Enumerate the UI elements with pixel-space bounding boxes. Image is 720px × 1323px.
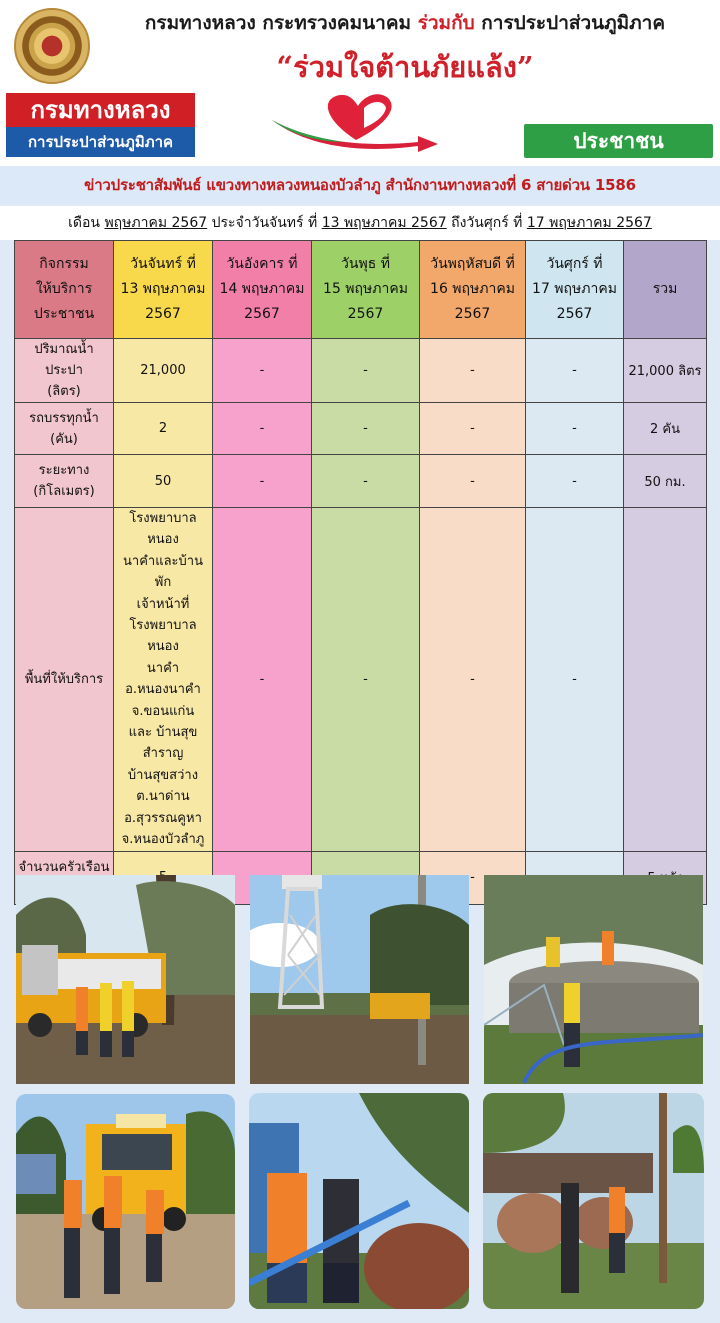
truck-crew-photo: [16, 875, 235, 1084]
table-cell: -: [526, 403, 624, 455]
table-row: [15, 455, 707, 508]
table-cell: -: [420, 455, 526, 508]
header-friday: วันศุกร์ ที่ 17 พฤษภาคม 2567: [526, 241, 624, 339]
table-cell: -: [420, 851, 526, 904]
header-total: รวม: [624, 241, 707, 339]
people-badge: ประชาชน: [524, 124, 713, 158]
header-wednesday: วันพุธ ที่ 15 พฤษภาคม 2567: [312, 241, 420, 339]
report-period: เดือน พฤษภาคม 2567 ประจำวันจันทร์ ที่ 13 พฤษภาคม 2567 ถึงวันศุกร์ ที่ 17 พฤษภาคม 2567: [0, 206, 720, 240]
table-header-row: [15, 241, 707, 339]
table-row: [15, 339, 707, 403]
row-label: ปริมาณน้ำประปา (ลิตร): [15, 339, 114, 403]
row-label: พื้นที่ให้บริการ: [15, 508, 114, 852]
table-cell: -: [312, 455, 420, 508]
water-tower-photo: [250, 875, 469, 1084]
table-cell: -: [213, 508, 312, 852]
table-cell: -: [312, 508, 420, 852]
department-logo-icon: [14, 8, 90, 84]
table-cell: 2 คัน: [624, 403, 707, 455]
table-cell: 21,000: [114, 339, 213, 403]
table-cell: -: [213, 455, 312, 508]
header-thursday: วันพฤหัสบดี ที่ 16 พฤษภาคม 2567: [420, 241, 526, 339]
table-cell: 50 กม.: [624, 455, 707, 508]
header-activity: กิจกรรม ให้บริการ ประชาชน: [15, 241, 114, 339]
pwa-badge: การประปาส่วนภูมิภาค: [6, 127, 195, 157]
table-cell: -: [526, 339, 624, 403]
table-cell: -: [312, 339, 420, 403]
table-cell: -: [420, 403, 526, 455]
table-cell: 50: [114, 455, 213, 508]
row-label: ระยะทาง (กิโลเมตร): [15, 455, 114, 508]
table-cell: -: [213, 339, 312, 403]
table-cell: 2: [114, 403, 213, 455]
table-cell: -: [312, 403, 420, 455]
table-cell: -: [526, 508, 624, 852]
village-jars-photo: [483, 1093, 704, 1309]
row-label: จำนวนครัวเรือน: [15, 851, 114, 904]
pipe-filling-jar-photo: [249, 1093, 469, 1309]
table-cell: -: [213, 403, 312, 455]
truck-workers-photo: [16, 1094, 235, 1309]
table-row: [15, 403, 707, 455]
tank-filling-photo: [484, 875, 703, 1084]
news-banner: ข่าวประชาสัมพันธ์ แขวงทางหลวงหนองบัวลำภู สำนักงานทางหลวงที่ 6 สายด่วน 1586: [0, 166, 720, 204]
table-cell: 21,000 ลิตร: [624, 339, 707, 403]
heart-swoosh-icon: [268, 88, 448, 158]
service-summary-table: [14, 240, 707, 905]
header-title: กรมทางหลวง กระทรวงคมนาคม ร่วมกับ การประปาส่วนภูมิภาค: [144, 12, 666, 34]
campaign-slogan: “ร่วมใจต้านภัยแล้ง”: [276, 50, 534, 84]
row-label: รถบรรทุกน้ำ (คัน): [15, 403, 114, 455]
table-cell: [624, 508, 707, 852]
table-cell: -: [420, 339, 526, 403]
service-area-cell: โรงพยาบาลหนอง นาคำและบ้านพัก เจ้าหน้าที่ โรงพยาบาลหนอง นาคำ อ.หนองนาคำ จ.ขอนแก่น และ บ้านสุข สำราญ บ้านสุขสว่าง ต.นาด่าน อ.สุวรรณคูหา จ.หนองบัวลำภู: [114, 508, 213, 852]
dept-badge: กรมทางหลวง: [6, 93, 195, 127]
header-monday: วันจันทร์ ที่ 13 พฤษภาคม 2567: [114, 241, 213, 339]
table-cell: -: [420, 508, 526, 852]
table-cell: -: [526, 455, 624, 508]
table-row: [15, 508, 707, 852]
header: [0, 0, 720, 165]
header-tuesday: วันอังคาร ที่ 14 พฤษภาคม 2567: [213, 241, 312, 339]
